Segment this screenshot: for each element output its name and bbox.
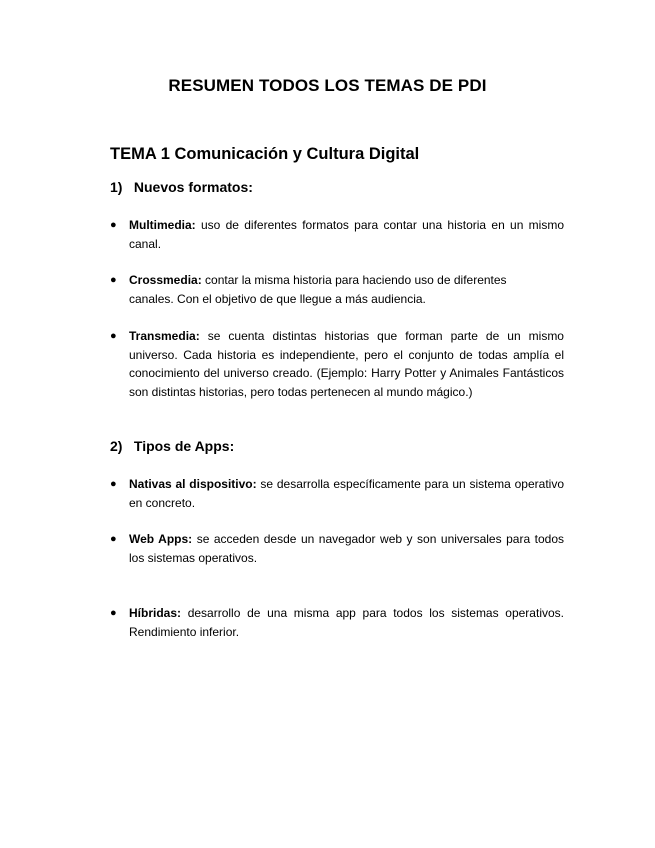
subsection-heading-tipos-de-apps bbox=[110, 438, 234, 454]
bullet-icon: ● bbox=[110, 478, 117, 490]
subsection-number: 2) bbox=[110, 438, 123, 454]
item-text: contar la misma historia para haciendo uso de diferentes canales. Con el objetivo de que llegue a más audiencia. bbox=[129, 273, 507, 306]
list-item-crossmedia bbox=[110, 271, 564, 308]
item-term: Multimedia: bbox=[129, 218, 196, 232]
subsection-title: Nuevos formatos: bbox=[133, 179, 253, 195]
item-text: uso de diferentes formatos para contar una historia en un mismo canal. bbox=[129, 218, 564, 251]
item-term: Web Apps: bbox=[129, 532, 193, 546]
list-item-web-apps bbox=[110, 530, 564, 567]
subsection-title: Tipos de Apps: bbox=[133, 438, 235, 454]
subsection-heading-nuevos-formatos bbox=[110, 179, 253, 195]
item-text: desarrollo de una misma app para todos los sistemas operativos. Rendimiento inferior. bbox=[129, 606, 564, 639]
bullet-icon: ● bbox=[110, 330, 117, 342]
bullet-icon: ● bbox=[110, 219, 117, 231]
section-heading: TEMA 1 Comunicación y Cultura Digital bbox=[110, 145, 420, 163]
bullet-icon: ● bbox=[110, 607, 117, 619]
list-item-hibridas bbox=[110, 604, 564, 641]
list-item-nativas bbox=[110, 475, 564, 512]
bullet-icon: ● bbox=[110, 274, 117, 286]
item-text: se acceden desde un navegador web y son universales para todos los sistemas operativos. bbox=[129, 532, 564, 565]
subsection-number: 1) bbox=[110, 179, 123, 195]
list-item-transmedia bbox=[110, 327, 564, 401]
item-text: se desarrolla específicamente para un sistema operativo en concreto. bbox=[129, 477, 564, 510]
bullet-icon: ● bbox=[110, 533, 117, 545]
item-term: Transmedia: bbox=[129, 329, 200, 343]
list-item-multimedia bbox=[110, 216, 564, 253]
item-term: Crossmedia: bbox=[129, 273, 202, 287]
item-term: Híbridas: bbox=[129, 606, 182, 620]
item-term: Nativas al dispositivo: bbox=[129, 477, 257, 491]
document-title: RESUMEN TODOS LOS TEMAS DE PDI bbox=[168, 76, 487, 95]
item-text: se cuenta distintas historias que forman parte de un mismo universo. Cada historia es independiente, pero el conjunto de todas amplía el conocimiento del universo creado. (Ejemplo: Harry Potter y Animales Fantásticos son distintas historias, pero todas pertenecen al mundo mágico.) bbox=[129, 329, 564, 399]
